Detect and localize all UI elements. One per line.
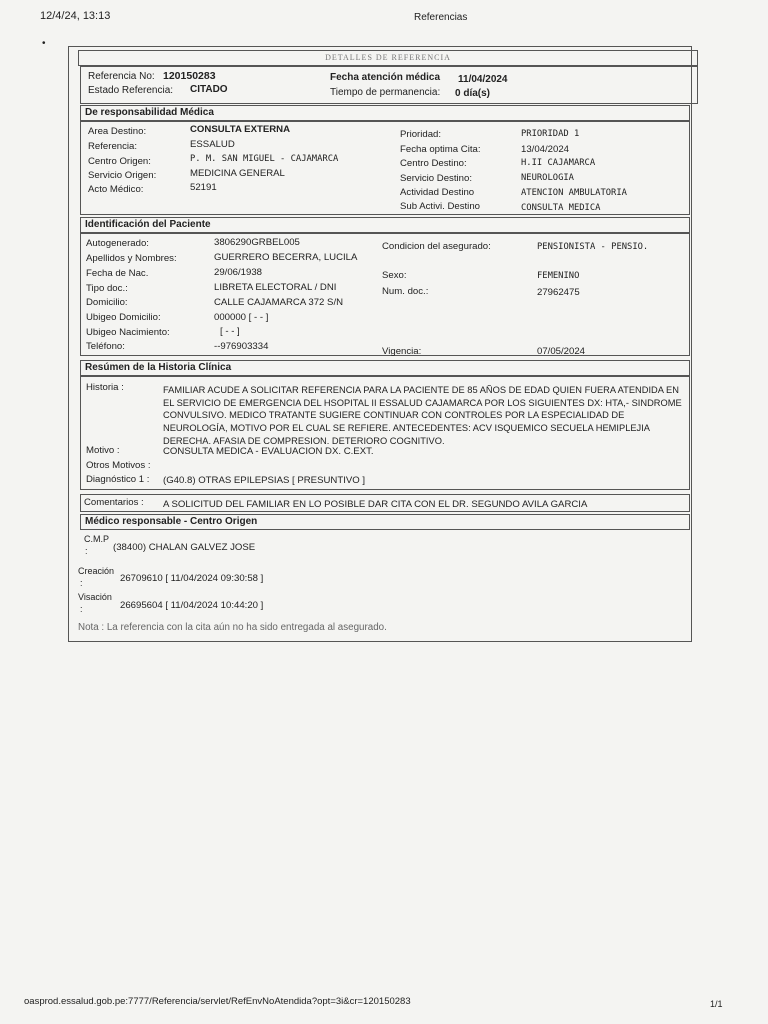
- referencia-label: Referencia:: [88, 141, 138, 152]
- servicio-destino-label: Servicio Destino:: [400, 173, 472, 184]
- creacion-label: Creación: [78, 566, 115, 576]
- sexo-value: FEMENINO: [537, 271, 580, 281]
- visacion-colon: :: [80, 604, 83, 614]
- nombres-label: Apellidos y Nombres:: [86, 253, 177, 264]
- centro-destino-value: H.II CAJAMARCA: [521, 158, 596, 168]
- vigencia-label: Vigencia:: [382, 346, 422, 357]
- motivo-value: CONSULTA MEDICA - EVALUACION DX. C.EXT.: [163, 446, 374, 457]
- servicio-origen-value: MEDICINA GENERAL: [190, 168, 285, 179]
- ref-no-value: 120150283: [163, 70, 216, 82]
- actividad-destino-value: ATENCION AMBULATORIA: [521, 188, 627, 198]
- condicion-value: PENSIONISTA - PENSIO.: [537, 242, 649, 252]
- creacion-value: 26709610 [ 11/04/2024 09:30:58 ]: [120, 573, 264, 584]
- tipo-doc-label: Tipo doc.:: [86, 283, 128, 294]
- fecha-optima-label: Fecha optima Cita:: [400, 144, 481, 155]
- fecha-nac-label: Fecha de Nac.: [86, 268, 149, 279]
- condicion-label: Condicion del asegurado:: [382, 241, 491, 252]
- centro-destino-label: Centro Destino:: [400, 158, 467, 169]
- centro-origen-label: Centro Origen:: [88, 156, 151, 167]
- print-datetime: 12/4/24, 13:13: [40, 10, 111, 22]
- prioridad-value: PRIORIDAD 1: [521, 129, 580, 139]
- estado-value: CITADO: [190, 84, 228, 95]
- domicilio-value: CALLE CAJAMARCA 372 S/N: [214, 297, 344, 308]
- diagnostico-value: (G40.8) OTRAS EPILEPSIAS [ PRESUNTIVO ]: [163, 475, 366, 486]
- actividad-destino-label: Actividad Destino: [400, 187, 475, 198]
- motivo-label: Motivo :: [86, 445, 120, 456]
- autogenerado-value: 3806290GRBEL005: [214, 237, 300, 248]
- ref-no-label: Referencia No:: [88, 71, 155, 82]
- telefono-label: Teléfono:: [86, 341, 125, 352]
- prioridad-label: Prioridad:: [400, 129, 442, 140]
- otros-motivos-label: Otros Motivos :: [86, 460, 151, 471]
- estado-label: Estado Referencia:: [88, 85, 174, 96]
- creacion-colon: :: [80, 578, 83, 588]
- domicilio-label: Domicilio:: [86, 297, 128, 308]
- servicio-origen-label: Servicio Origen:: [88, 170, 157, 181]
- cmp-value: (38400) CHALAN GALVEZ JOSE: [113, 542, 256, 553]
- referencia-value: ESSALUD: [190, 139, 235, 150]
- print-title: Referencias: [414, 12, 468, 23]
- section-paciente: Identificación del Paciente: [80, 217, 690, 233]
- servicio-destino-value: NEUROLOGIA: [521, 173, 574, 183]
- ubigeo-domicilio-label: Ubigeo Domicilio:: [86, 312, 161, 323]
- visacion-value: 26695604 [ 11/04/2024 10:44:20 ]: [120, 600, 264, 611]
- ubigeo-nacimiento-value: [ - - ]: [220, 326, 240, 337]
- autogenerado-label: Autogenerado:: [86, 238, 149, 249]
- form-title: DETALLES DE REFERENCIA: [78, 50, 698, 66]
- sexo-label: Sexo:: [382, 270, 407, 281]
- tiempo-label: Tiempo de permanencia:: [330, 87, 441, 98]
- sub-actividad-value: CONSULTA MEDICA: [521, 203, 601, 213]
- nota-text: Nota : La referencia con la cita aún no ha sido entregada al asegurado.: [78, 622, 387, 633]
- acto-medico-label: Acto Médico:: [88, 184, 144, 195]
- ubigeo-domicilio-value: 000000 [ - - ]: [214, 312, 269, 323]
- section-medico: Médico responsable - Centro Origen: [80, 514, 690, 530]
- diagnostico-label: Diagnóstico 1 :: [86, 474, 150, 485]
- bullet-mark: •: [42, 38, 46, 49]
- telefono-value: --976903334: [214, 341, 269, 352]
- fecha-optima-value: 13/04/2024: [521, 144, 570, 155]
- acto-medico-value: 52191: [190, 182, 217, 193]
- cmp-label: C.M.P: [84, 534, 110, 544]
- responsabilidad-box: [80, 121, 690, 215]
- centro-origen-value: P. M. SAN MIGUEL - CAJAMARCA: [190, 154, 339, 164]
- nombres-value: GUERRERO BECERRA, LUCILA: [214, 252, 358, 263]
- vigencia-value: 07/05/2024: [537, 346, 586, 357]
- comentarios-value: A SOLICITUD DEL FAMILIAR EN LO POSIBLE DAR CITA CON EL DR. SEGUNDO AVILA GARCIA: [163, 499, 588, 510]
- cmp-colon: :: [85, 546, 88, 556]
- fecha-atencion-value: 11/04/2024: [458, 74, 508, 85]
- ubigeo-nacimiento-label: Ubigeo Nacimiento:: [86, 327, 170, 338]
- footer-url: oasprod.essalud.gob.pe:7777/Referencia/servlet/RefEnvNoAtendida?opt=3i&cr=120150283: [24, 996, 411, 1007]
- fecha-atencion-label: Fecha atención médica: [330, 72, 441, 83]
- comentarios-label: Comentarios :: [84, 497, 144, 508]
- footer-page: 1/1: [710, 999, 723, 1009]
- section-historia: Resúmen de la Historia Clínica: [80, 360, 690, 376]
- visacion-label: Visación: [78, 592, 112, 602]
- area-destino-value: CONSULTA EXTERNA: [190, 124, 291, 135]
- num-doc-value: 27962475: [537, 287, 580, 298]
- historia-label: Historia :: [86, 382, 124, 393]
- historia-text: FAMILIAR ACUDE A SOLICITAR REFERENCIA PARA LA PACIENTE DE 85 AÑOS DE EDAD QUIEN FUERA ATENDIDA EN EL SERVICIO DE EMERGENCIA DEL HSOPITAL II ESSALUD CAJAMARCA POR LOS SIGUIENTES DX: HTA,- SINDROME CONVULSIVO. MEDICO TRATANTE SUGIERE CONTINUAR CON CONTROLES POR LA ESPECIALIDAD DE NEUROLOGÍA, MOTIVO POR EL CUAL SE REFIERE. ANTECEDENTES: ACV ISQUEMICO SECUELA HEMIPLEJIA DERECHA. AFASIA DE COMPRESION. DETERIORO COGNITIVO.: [163, 385, 682, 446]
- tiempo-value: 0 día(s): [455, 88, 491, 99]
- section-responsabilidad: De responsabilidad Médica: [80, 105, 690, 121]
- tipo-doc-value: LIBRETA ELECTORAL / DNI: [214, 282, 337, 293]
- sub-actividad-label: Sub Activi. Destino: [400, 201, 480, 212]
- area-destino-label: Area Destino:: [88, 126, 147, 137]
- num-doc-label: Num. doc.:: [382, 286, 429, 297]
- fecha-nac-value: 29/06/1938: [214, 267, 263, 278]
